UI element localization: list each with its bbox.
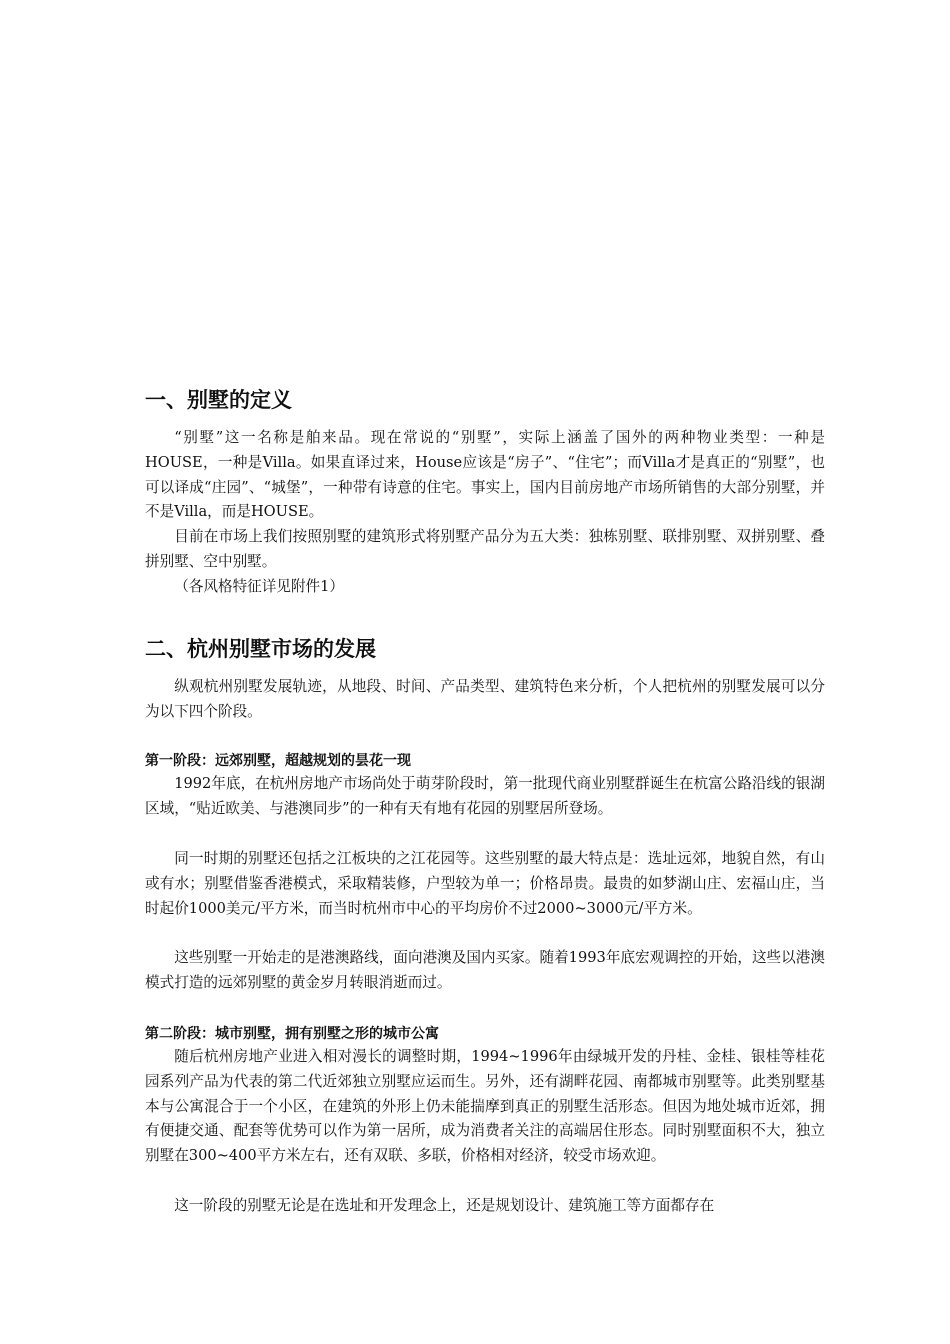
section-heading-hangzhou-market: 二、杭州别墅市场的发展 xyxy=(145,637,376,661)
stage-one-paragraph-1: 1992年底，在杭州房地产市场尚处于萌芽阶段时，第一批现代商业别墅群诞生在杭富公路沿线的银湖区域，“贴近欧美、与港澳同步”的一种有天有地有花园的别墅居所登场。 xyxy=(145,775,825,817)
stage-one-paragraph-3: 这些别墅一开始走的是港澳路线，面向港澳及国内买家。随着1993年底宏观调控的开始，这些以港澳模式打造的远郊别墅的黄金岁月转眼消逝而过。 xyxy=(145,949,825,991)
paragraph-market-overview: 纵观杭州别墅发展轨迹，从地段、时间、产品类型、建筑特色来分析，个人把杭州的别墅发展可以分为以下四个阶段。 xyxy=(145,678,825,720)
paragraph-appendix-note: （各风格特征详见附件1） xyxy=(174,578,345,595)
stage-one-title: 第一阶段：远郊别墅，超越规划的昙花一现 xyxy=(145,753,411,769)
stage-two-paragraph-1: 随后杭州房地产业进入相对漫长的调整时期，1994~1996年由绿城开发的丹桂、金桂、银桂等桂花园系列产品为代表的第二代近郊独立别墅应运而生。另外，还有湖畔花园、南都城市别墅等。此类别墅基本与公寓混合于一个小区，在建筑的外形上仍未能揣摩到真正的别墅生活形态。但因为地处城市近郊，拥有便捷交通、配套等优势可以作为第一居所，成为消费者关注的高端居住形态。同时别墅面积不大，独立别墅在300~400平方米左右，还有双联、多联，价格相对经济，较受市场欢迎。 xyxy=(145,1048,825,1165)
stage-one-paragraph-2: 同一时期的别墅还包括之江板块的之江花园等。这些别墅的最大特点是：选址远郊，地貌自然，有山或有水；别墅借鉴香港模式，采取精装修，户型较为单一；价格昂贵。最贵的如梦湖山庄、宏福山庄，当时起价1000美元/平方米，而当时杭州市中心的平均房价不过2000~3000元/平方米。 xyxy=(145,850,825,917)
paragraph-definition-intro: “别墅”这一名称是舶来品。现在常说的“别墅”，实际上涵盖了国外的两种物业类型：一种是HOUSE，一种是Villa。如果直译过来，House应该是“房子”、“住宅”；而Villa才是真正的“别墅”，也可以译成“庄园”、“城堡”，一种带有诗意的住宅。事实上，国内目前房地产市场所销售的大部分别墅，并不是Villa，而是HOUSE。 xyxy=(145,429,825,521)
paragraph-villa-types: 目前在市场上我们按照别墅的建筑形式将别墅产品分为五大类：独栋别墅、联排别墅、双拼别墅、叠拼别墅、空中别墅。 xyxy=(145,528,825,570)
stage-two-paragraph-2: 这一阶段的别墅无论是在选址和开发理念上，还是规划设计、建筑施工等方面都存在 xyxy=(174,1197,715,1214)
stage-two-title: 第二阶段：城市别墅，拥有别墅之形的城市公寓 xyxy=(145,1026,439,1042)
section-heading-definition: 一、别墅的定义 xyxy=(145,388,292,412)
